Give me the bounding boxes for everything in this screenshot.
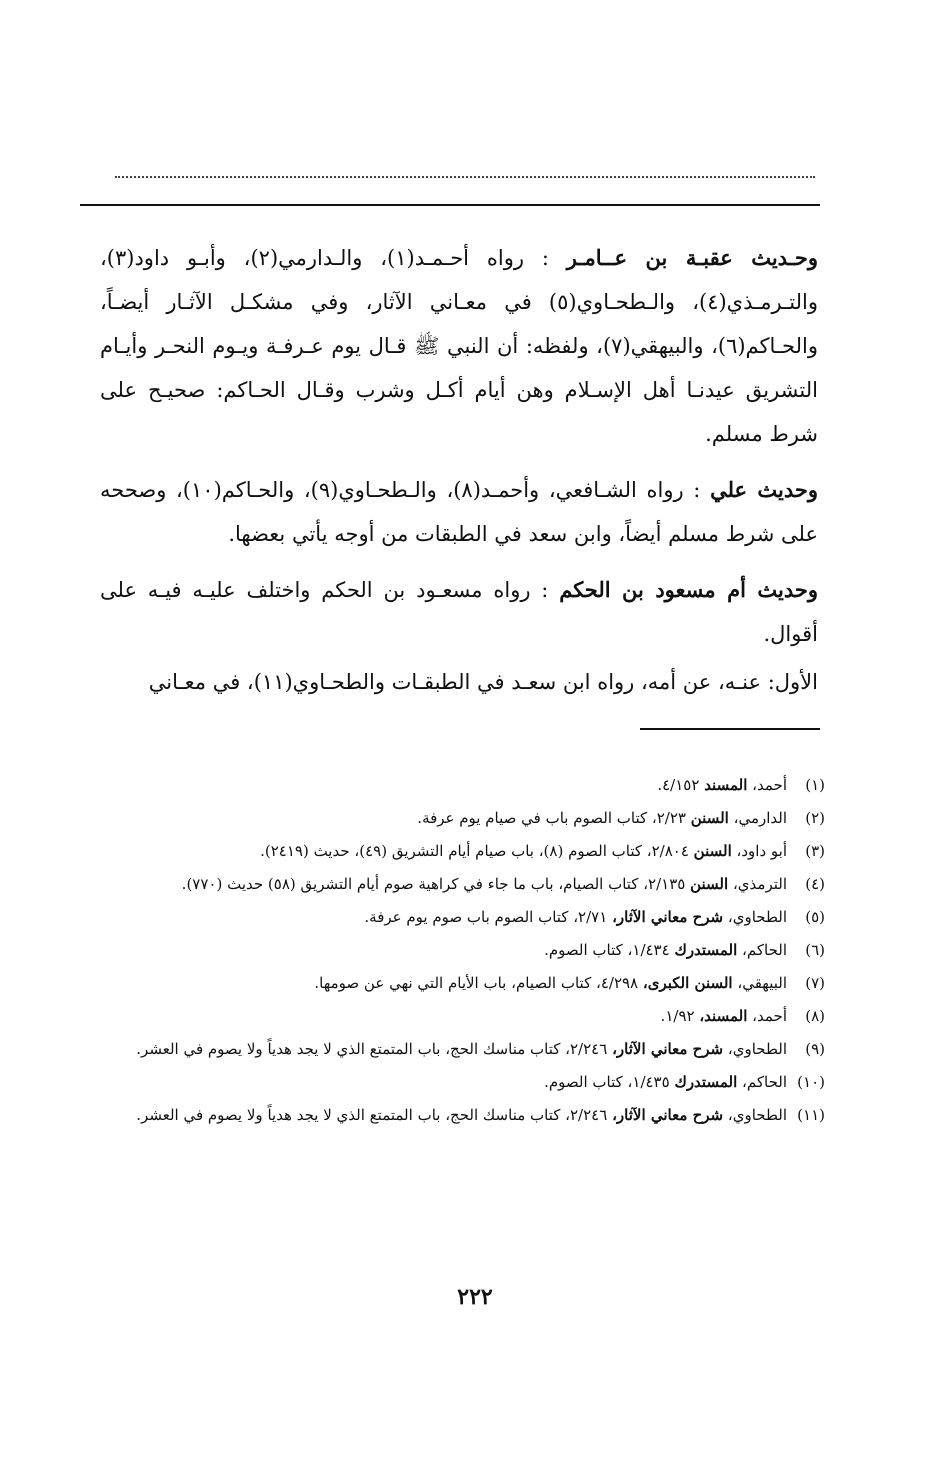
footnote-reference: ٤/١٥٢.: [657, 776, 705, 794]
footnote-reference: ٤/٢٩٨، كتاب الصيام، باب الأيام التي نهي عن صومها.: [314, 974, 643, 992]
footnote: [95, 1067, 825, 1098]
footnote: [95, 770, 825, 801]
footnote-author: الحاكم،: [737, 941, 787, 959]
footnote-text: [95, 1001, 787, 1032]
footnote-author: أحمد،: [747, 776, 787, 794]
footnote-book-title: المستدرك: [674, 941, 738, 959]
paragraph-body: : رواه الشـافعي، وأحمـد(٨)، والـطحـاوي(٩)، والحـاكم(١٠)، وصححه على شرط مسلم أيضاً، وابن سعد في الطبقات من أوجه يأتي بعضها.: [100, 478, 818, 546]
footnote-author: الطحاوي،: [723, 1040, 787, 1058]
footnote-text: [95, 869, 787, 900]
footnote-reference: ٢/٧١، كتاب الصوم باب صوم يوم عرفة.: [364, 908, 613, 926]
paragraph-lead: وحـديث عقبـة بن عــامـر: [566, 245, 818, 270]
footnote-number: (٧): [805, 974, 825, 992]
footnote-author: الدارمي،: [728, 809, 787, 827]
footnote-author: الحاكم،: [737, 1073, 787, 1091]
footnote-number: (٩): [805, 1040, 825, 1058]
footnote-text: [95, 935, 787, 966]
paragraph-ali: [100, 468, 818, 556]
header-rule: [80, 204, 820, 206]
footnote-author: الطحاوي،: [723, 908, 787, 926]
footnote-reference: ٢/٢٤٦، كتاب مناسك الحج، باب المتمتع الذي لا يجد هدياً ولا يصوم في العشر.: [136, 1040, 613, 1058]
footnote: [95, 803, 825, 834]
footnote: [95, 902, 825, 933]
footnote-author: أبو داود،: [731, 842, 787, 860]
footnote-book-title: المسند: [704, 776, 748, 794]
paragraph-body: : رواه مسعـود بن الحكم واختلف عليـه فيـه على أقوال.: [100, 578, 818, 646]
footnote-reference: ١/٤٣٤، كتاب الصوم.: [544, 941, 675, 959]
footnote-text: [95, 836, 787, 867]
paragraph-lead: وحديث أم مسعود بن الحكم: [559, 577, 818, 602]
footnote-reference: ٢/٢٤٦، كتاب مناسك الحج، باب المتمتع الذي لا يجد هدياً ولا يصوم في العشر.: [136, 1106, 613, 1124]
footnote-author: الترمذي،: [728, 875, 787, 893]
header-dotted-rule: [115, 176, 815, 178]
footnote-book-title: السنن: [690, 875, 729, 893]
footnote: [95, 1001, 825, 1032]
page-number: ٢٢٢: [457, 1284, 493, 1310]
footnote-text: [95, 1100, 787, 1131]
footnote-reference: ٢/١٣٥، كتاب الصيام، باب ما جاء في كراهية صوم أيام التشريق (٥٨) حديث (٧٧٠).: [181, 875, 691, 893]
paragraph-body: الأول: عنـه، عن أمه، رواه ابن سعـد في الطبقـات والطحـاوي(١١)، في معـاني: [148, 670, 818, 694]
footnote-reference: ٢/٨٠٤، كتاب الصوم (٨)، باب صيام أيام التشريق (٤٩)، حديث (٢٤١٩).: [260, 842, 694, 860]
footnote-text: [95, 968, 787, 999]
paragraph-uqba: [100, 236, 818, 456]
footnote-author: الطحاوي،: [723, 1106, 787, 1124]
footnote-book-title: السنن: [690, 809, 729, 827]
footnote: [95, 869, 825, 900]
footnote-number: (٥): [805, 908, 825, 926]
footnote-number: (٢): [805, 809, 825, 827]
footnote-book-title: السنن الكبرى،: [642, 974, 733, 992]
footnote-number: (١٠): [797, 1073, 825, 1091]
footnote: [95, 1034, 825, 1065]
footnote: [95, 1100, 825, 1131]
footnote-reference: ٢/٢٣، كتاب الصوم باب في صيام يوم عرفة.: [417, 809, 691, 827]
paragraph-umm-masud: [100, 568, 818, 656]
footnote-author: البيهقي،: [732, 974, 787, 992]
footnote-book-title: شرح معاني الآثار،: [612, 1106, 724, 1124]
footnote-number: (٤): [805, 875, 825, 893]
footnote-book-title: السنن: [693, 842, 732, 860]
footnotes: [95, 770, 825, 1133]
footnote-book-title: شرح معاني الآثار،: [612, 1040, 724, 1058]
footnote-author: أحمد،: [747, 1007, 787, 1025]
footnote-reference: ١/٩٢.: [660, 1007, 700, 1025]
footnote: [95, 968, 825, 999]
footnote-text: [95, 803, 787, 834]
footnote-number: (٣): [805, 842, 825, 860]
footnote: [95, 935, 825, 966]
footnote-number: (١): [805, 776, 825, 794]
footnote-book-title: شرح معاني الآثار،: [612, 908, 724, 926]
footnote-text: [95, 902, 787, 933]
footnote-text: [95, 770, 787, 801]
paragraph-first-opinion: [100, 660, 818, 704]
footnote-reference: ١/٤٣٥، كتاب الصوم.: [544, 1073, 675, 1091]
footnote-number: (١١): [797, 1106, 825, 1124]
footnote-text: [95, 1067, 787, 1098]
paragraph-lead: وحديث علي: [710, 477, 818, 502]
footnote-text: [95, 1034, 787, 1065]
footnote-book-title: المسند،: [699, 1007, 748, 1025]
main-text: [100, 236, 818, 716]
paragraph-body: : رواه أحـمـد(١)، والـدارمي(٢)، وأبـو داود(٣)، والتـرمـذي(٤)، والـطحـاوي(٥) في معـاني الآثار، وفي مشكـل الآثـار أيضـاً، والحـاكم(٦)، والبيهقي(٧)، ولفظه: أن النبي ﷺ قـال يوم عـرفـة ويـوم النحـر وأيـام التشريق عيدنـا أهل الإسـلام وهن أيام أكـل وشرب وقـال الحـاكم: صحيـح على شرط مسلم.: [100, 246, 818, 446]
footnote-number: (٨): [805, 1007, 825, 1025]
footnote-book-title: المستدرك: [674, 1073, 738, 1091]
footnote: [95, 836, 825, 867]
footnote-number: (٦): [805, 941, 825, 959]
footnote-separator: [640, 728, 820, 730]
